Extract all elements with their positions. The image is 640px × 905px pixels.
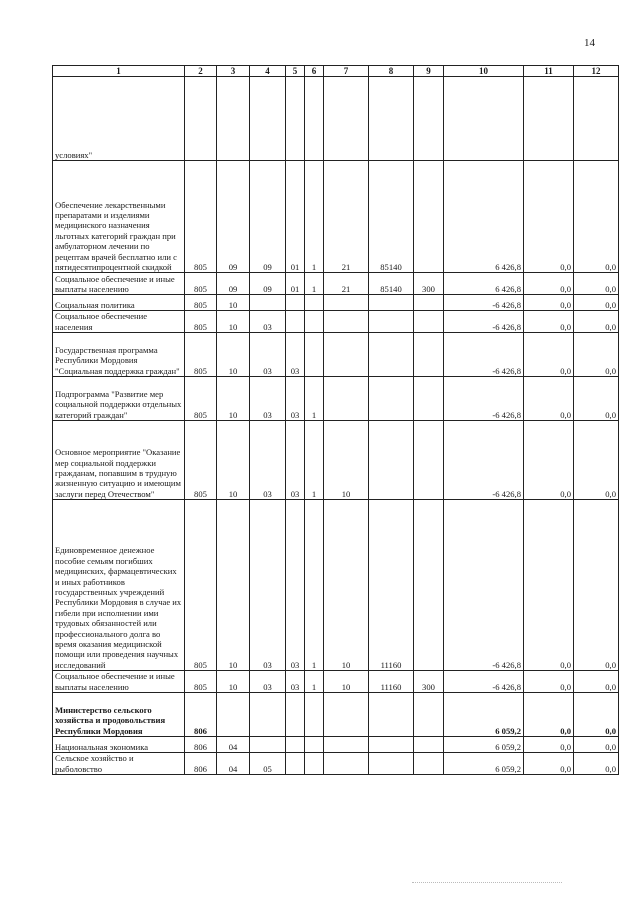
row-amount-year3: 0,0 <box>574 273 619 295</box>
row-amount-year3: 0,0 <box>574 693 619 737</box>
row-amount-year2: 0,0 <box>524 295 574 311</box>
row-code-program: 03 <box>286 377 305 421</box>
row-code-direction <box>369 77 414 161</box>
row-amount: 6 426,8 <box>444 273 524 295</box>
row-amount-year3: 0,0 <box>574 500 619 671</box>
row-code-subprogram: 1 <box>305 377 324 421</box>
header-row <box>53 66 619 77</box>
row-code-gp: 806 <box>185 753 217 775</box>
row-code-program: 03 <box>286 671 305 693</box>
column-header: 1 <box>53 66 185 77</box>
row-code-section: 09 <box>217 273 250 295</box>
row-name: Социальная политика <box>53 295 185 311</box>
row-code-expense-type <box>414 377 444 421</box>
row-code-gp: 805 <box>185 671 217 693</box>
row-code-subprogram <box>305 753 324 775</box>
row-code-gp <box>185 77 217 161</box>
table-row <box>53 311 619 333</box>
row-code-gp: 805 <box>185 311 217 333</box>
row-code-subsection: 03 <box>250 311 286 333</box>
row-code-expense-type <box>414 295 444 311</box>
row-code-expense-type <box>414 693 444 737</box>
row-code-section: 10 <box>217 377 250 421</box>
row-code-subprogram <box>305 295 324 311</box>
table-row <box>53 737 619 753</box>
row-code-gp: 805 <box>185 295 217 311</box>
row-code-event <box>324 333 369 377</box>
row-code-section <box>217 77 250 161</box>
row-code-subsection: 03 <box>250 421 286 500</box>
row-amount-year2: 0,0 <box>524 273 574 295</box>
row-code-event: 10 <box>324 500 369 671</box>
row-code-gp: 805 <box>185 377 217 421</box>
row-code-section: 10 <box>217 500 250 671</box>
row-code-expense-type <box>414 333 444 377</box>
row-amount-year3: 0,0 <box>574 333 619 377</box>
row-code-subprogram <box>305 333 324 377</box>
row-code-gp: 805 <box>185 273 217 295</box>
row-code-direction: 11160 <box>369 671 414 693</box>
row-code-subsection <box>250 77 286 161</box>
row-code-subsection: 09 <box>250 273 286 295</box>
row-code-event <box>324 295 369 311</box>
column-header: 10 <box>444 66 524 77</box>
row-code-section: 10 <box>217 295 250 311</box>
row-code-direction <box>369 753 414 775</box>
row-code-expense-type <box>414 421 444 500</box>
table-row <box>53 77 619 161</box>
row-code-subsection <box>250 295 286 311</box>
row-code-event: 10 <box>324 671 369 693</box>
row-name: Основное мероприятие "Оказание мер социальной поддержки гражданам, попавшим в трудную жизненную ситуацию и имеющим заслуги перед Отечеством" <box>53 421 185 500</box>
row-code-expense-type <box>414 311 444 333</box>
table-row <box>53 500 619 671</box>
row-code-program: 03 <box>286 500 305 671</box>
row-code-program <box>286 77 305 161</box>
row-amount-year2: 0,0 <box>524 753 574 775</box>
row-amount: -6 426,8 <box>444 311 524 333</box>
row-amount-year2: 0,0 <box>524 671 574 693</box>
row-amount-year3: 0,0 <box>574 161 619 273</box>
row-code-direction: 11160 <box>369 500 414 671</box>
row-code-gp: 805 <box>185 161 217 273</box>
row-code-subprogram: 1 <box>305 421 324 500</box>
row-name: Министерство сельского хозяйства и продовольствия Республики Мордовия <box>53 693 185 737</box>
row-code-direction: 85140 <box>369 161 414 273</box>
row-code-subsection <box>250 737 286 753</box>
row-amount-year2 <box>524 77 574 161</box>
row-amount-year3: 0,0 <box>574 377 619 421</box>
row-name: Социальное обеспечение и иные выплаты населению <box>53 671 185 693</box>
row-code-subsection <box>250 693 286 737</box>
row-code-subprogram: 1 <box>305 161 324 273</box>
row-amount-year2: 0,0 <box>524 693 574 737</box>
row-code-event <box>324 377 369 421</box>
table-row <box>53 693 619 737</box>
row-amount-year2: 0,0 <box>524 737 574 753</box>
row-code-direction <box>369 295 414 311</box>
row-code-subprogram <box>305 693 324 737</box>
row-name: Социальное обеспечение населения <box>53 311 185 333</box>
row-name: Социальное обеспечение и иные выплаты населению <box>53 273 185 295</box>
row-code-program <box>286 295 305 311</box>
row-code-subprogram <box>305 311 324 333</box>
table-row <box>53 377 619 421</box>
row-amount-year3: 0,0 <box>574 737 619 753</box>
row-name: Сельское хозяйство и рыболовство <box>53 753 185 775</box>
column-header: 12 <box>574 66 619 77</box>
row-amount <box>444 77 524 161</box>
table-row <box>53 161 619 273</box>
row-amount-year2: 0,0 <box>524 311 574 333</box>
row-code-direction <box>369 421 414 500</box>
row-code-section: 10 <box>217 311 250 333</box>
row-code-gp: 805 <box>185 333 217 377</box>
row-amount: 6 059,2 <box>444 753 524 775</box>
column-header: 9 <box>414 66 444 77</box>
row-code-gp: 805 <box>185 500 217 671</box>
table-row <box>53 671 619 693</box>
row-code-subprogram <box>305 737 324 753</box>
table-row <box>53 295 619 311</box>
row-amount-year2: 0,0 <box>524 377 574 421</box>
column-header: 2 <box>185 66 217 77</box>
row-amount-year3 <box>574 77 619 161</box>
row-code-section: 10 <box>217 671 250 693</box>
row-amount-year3: 0,0 <box>574 421 619 500</box>
row-code-expense-type <box>414 500 444 671</box>
column-header: 4 <box>250 66 286 77</box>
row-code-event: 10 <box>324 421 369 500</box>
row-code-direction: 85140 <box>369 273 414 295</box>
row-code-gp: 805 <box>185 421 217 500</box>
footer-divider <box>412 882 562 883</box>
row-code-direction <box>369 333 414 377</box>
column-header: 6 <box>305 66 324 77</box>
row-code-subsection: 03 <box>250 377 286 421</box>
row-amount: -6 426,8 <box>444 377 524 421</box>
row-code-subsection: 03 <box>250 671 286 693</box>
row-amount: 6 426,8 <box>444 161 524 273</box>
row-code-section <box>217 693 250 737</box>
row-code-section: 04 <box>217 753 250 775</box>
row-name: Единовременное денежное пособие семьям погибших медицинских, фармацевтических и иных работников государственных учреждений Республики Мордовия в случае их гибели при исполнении ими трудовых обязанностей или профессионального долга во время оказания медицинской помощи или проведения научных исследований <box>53 500 185 671</box>
row-code-expense-type <box>414 77 444 161</box>
row-name: условиях" <box>53 77 185 161</box>
budget-table <box>52 65 619 775</box>
row-code-expense-type <box>414 753 444 775</box>
row-name: Подпрограмма "Развитие мер социальной поддержки отдельных категорий граждан" <box>53 377 185 421</box>
row-code-program <box>286 693 305 737</box>
row-code-expense-type: 300 <box>414 273 444 295</box>
row-code-section: 04 <box>217 737 250 753</box>
row-amount-year2: 0,0 <box>524 500 574 671</box>
row-code-program: 01 <box>286 161 305 273</box>
row-code-program: 03 <box>286 333 305 377</box>
row-code-direction <box>369 377 414 421</box>
row-amount-year2: 0,0 <box>524 421 574 500</box>
row-code-event: 21 <box>324 273 369 295</box>
row-code-event <box>324 311 369 333</box>
row-code-subsection: 09 <box>250 161 286 273</box>
row-code-gp: 806 <box>185 693 217 737</box>
row-code-event: 21 <box>324 161 369 273</box>
row-code-program: 03 <box>286 421 305 500</box>
row-name: Национальная экономика <box>53 737 185 753</box>
column-header: 8 <box>369 66 414 77</box>
row-amount: -6 426,8 <box>444 421 524 500</box>
row-code-section: 10 <box>217 421 250 500</box>
row-amount-year3: 0,0 <box>574 311 619 333</box>
row-code-event <box>324 753 369 775</box>
row-amount-year2: 0,0 <box>524 161 574 273</box>
row-code-event <box>324 693 369 737</box>
row-amount: -6 426,8 <box>444 671 524 693</box>
row-code-subprogram: 1 <box>305 273 324 295</box>
row-code-expense-type <box>414 737 444 753</box>
row-code-direction <box>369 311 414 333</box>
row-code-subprogram: 1 <box>305 500 324 671</box>
column-header: 5 <box>286 66 305 77</box>
row-code-subsection: 03 <box>250 333 286 377</box>
row-amount-year3: 0,0 <box>574 753 619 775</box>
row-amount: 6 059,2 <box>444 693 524 737</box>
row-amount: -6 426,8 <box>444 295 524 311</box>
table-row <box>53 421 619 500</box>
row-name: Государственная программа Республики Мордовия "Социальная поддержка граждан" <box>53 333 185 377</box>
row-amount: -6 426,8 <box>444 500 524 671</box>
row-code-subprogram: 1 <box>305 671 324 693</box>
column-header: 3 <box>217 66 250 77</box>
row-code-program <box>286 311 305 333</box>
row-code-event <box>324 77 369 161</box>
row-code-direction <box>369 737 414 753</box>
row-name: Обеспечение лекарственными препаратами и изделиями медицинского назначения льготных категорий граждан при амбулаторном лечении по рецептам врачей бесплатно или с пятидесятипроцентной скидкой <box>53 161 185 273</box>
row-code-program: 01 <box>286 273 305 295</box>
row-code-gp: 806 <box>185 737 217 753</box>
column-header: 7 <box>324 66 369 77</box>
row-code-subsection: 03 <box>250 500 286 671</box>
row-code-subprogram <box>305 77 324 161</box>
table-row <box>53 333 619 377</box>
row-amount-year3: 0,0 <box>574 671 619 693</box>
row-code-section: 10 <box>217 333 250 377</box>
row-amount-year2: 0,0 <box>524 333 574 377</box>
row-amount-year3: 0,0 <box>574 295 619 311</box>
row-code-direction <box>369 693 414 737</box>
table-row <box>53 753 619 775</box>
row-code-event <box>324 737 369 753</box>
page-number: 14 <box>584 37 595 49</box>
row-code-section: 09 <box>217 161 250 273</box>
column-header: 11 <box>524 66 574 77</box>
row-code-subsection: 05 <box>250 753 286 775</box>
table-row <box>53 273 619 295</box>
row-amount: 6 059,2 <box>444 737 524 753</box>
row-code-expense-type <box>414 161 444 273</box>
row-code-program <box>286 753 305 775</box>
row-amount: -6 426,8 <box>444 333 524 377</box>
row-code-program <box>286 737 305 753</box>
row-code-expense-type: 300 <box>414 671 444 693</box>
